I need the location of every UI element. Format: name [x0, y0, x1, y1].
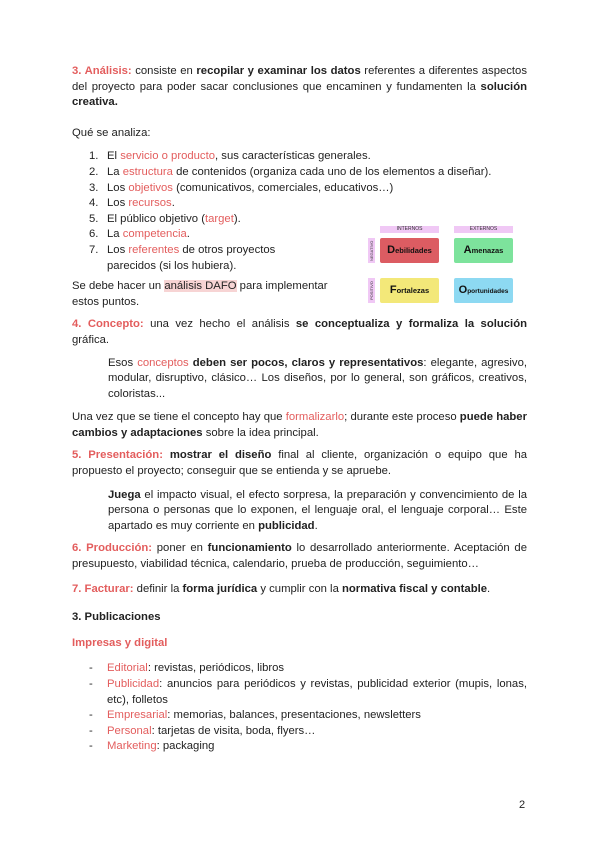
bold-text: forma jurídica: [182, 582, 258, 595]
list-bullet: -: [89, 678, 93, 690]
text-run: sobre la idea principal.: [202, 426, 319, 439]
text-run: Una vez que se tiene el concepto hay que: [72, 411, 286, 424]
text-run: , sus características generales.: [215, 150, 371, 163]
highlighted-term: Editorial: [107, 662, 148, 675]
highlighted-term: 7. Facturar:: [72, 582, 134, 595]
document-body: [72, 64, 527, 755]
list-text: [107, 213, 241, 225]
text-run: de contenidos (organiza cada uno de los elementos a diseñar).: [172, 165, 492, 178]
dafo-oportunidades-initial: O: [458, 284, 468, 296]
list-text: [107, 244, 275, 272]
list-item: [72, 708, 527, 724]
bold-text: deben ser pocos, claros y representativos: [192, 356, 424, 369]
text-run: el impacto visual, el efecto sorpresa, la preparación y convencimiento de la persona o personas que lo exponen, el lenguaje oral, el lenguaje corporal… Este apartado es muy corriente en: [108, 488, 527, 532]
highlighted-term: Marketing: [107, 740, 157, 753]
text-run: lo desarrollado anteriormente. Aceptación de presupuesto, viabilidad técnica, calendario, prueba de producción, seguimiento…: [72, 542, 527, 571]
paragraph-una-vez: [72, 410, 527, 441]
list-text: [107, 662, 284, 674]
list-bullet: -: [89, 662, 93, 675]
text-run: : anuncios para periódicos y revistas, publicidad exterior (mupis, lonas, etc), folletos: [107, 678, 527, 706]
dafo-oportunidades-rest: portunidades: [467, 288, 509, 295]
highlighted-term: Empresarial: [107, 709, 168, 722]
dafo-amenazas-initial: A: [463, 244, 472, 256]
text-run: : tarjetas de visita, boda, flyers…: [151, 724, 316, 737]
list-text: [107, 166, 491, 178]
paragraph-presentacion: [72, 448, 527, 479]
text-run: referentes a diferentes aspectos del proyecto para poder sacar conclusiones que encaminen y fundamenten la: [72, 65, 527, 93]
list-item: [72, 661, 527, 677]
text-run: de otros proyectos parecidos (si los hubiera).: [107, 243, 276, 272]
list-item: [72, 677, 527, 708]
list-bullet: -: [89, 724, 93, 737]
highlighted-term: 6. Producción:: [72, 542, 153, 555]
paragraph-conceptos: [108, 356, 527, 403]
bold-text: funcionamiento: [207, 542, 292, 555]
dafo-header-externos: EXTERNOS: [454, 226, 513, 233]
highlighted-term: target: [204, 212, 234, 225]
text-run: : memorias, balances, presentaciones, newsletters: [167, 709, 421, 722]
list-text: [107, 228, 190, 240]
list-bullet: -: [89, 709, 93, 722]
highlighted-term: 4. Concepto:: [72, 318, 144, 331]
text-run: Se debe hacer un: [72, 280, 165, 293]
text-run: La: [107, 228, 123, 241]
paragraph-produccion: [72, 541, 527, 572]
dafo-oportunidades: [454, 278, 513, 303]
text-run: Los: [107, 181, 129, 194]
highlighted-term: 3. Análisis:: [72, 65, 132, 77]
heading-publicaciones: 3. Publicaciones: [72, 611, 161, 624]
list-item: [72, 165, 527, 181]
bold-text: mostrar el diseño: [169, 449, 272, 462]
list-text: [107, 740, 214, 752]
text-run: Los: [107, 243, 129, 256]
highlighted-term: estructura: [122, 165, 173, 178]
text-run: : revistas, periódicos, libros: [147, 662, 285, 675]
dafo-debilidades-initial: D: [387, 244, 396, 256]
highlighted-term: competencia: [122, 228, 187, 241]
text-run: La: [107, 165, 123, 178]
text-run: .: [186, 228, 190, 241]
text-run: gráfica.: [72, 333, 110, 346]
list-item: [72, 243, 327, 274]
highlighted-term: Publicidad: [107, 678, 160, 690]
text-run: ).: [233, 212, 241, 225]
bold-text: solución creativa.: [72, 80, 527, 109]
list-text: [107, 678, 527, 706]
dafo-fortalezas-initial: F: [389, 284, 397, 296]
text-run: .: [314, 519, 318, 532]
paragraph-analisis: [72, 64, 527, 111]
text-run: consiste en: [131, 65, 197, 77]
dafo-amenazas-rest: menazas: [471, 246, 504, 255]
list-number: 3.: [89, 181, 99, 194]
dafo-fortalezas-rest: ortalezas: [396, 286, 430, 295]
list-text: [107, 182, 393, 194]
text-run: poner en: [152, 542, 208, 555]
list-item: [72, 739, 527, 755]
text-run: Los: [107, 197, 129, 210]
text-run: El: [107, 150, 121, 163]
publications-list: [72, 661, 527, 755]
text-run: Qué se analiza:: [72, 126, 151, 139]
text-run: El público objetivo (: [107, 212, 205, 225]
highlighted-term: referentes: [128, 243, 180, 256]
highlighted-term: objetivos: [128, 181, 173, 194]
paragraph-que-se-analiza: [72, 126, 527, 142]
highlighted-term: conceptos: [137, 356, 189, 369]
dafo-fortalezas: [380, 278, 439, 303]
list-number: 5.: [89, 212, 99, 225]
text-run: para implementar estos puntos.: [72, 280, 328, 308]
list-text: [107, 725, 315, 737]
paragraph-facturar: [72, 582, 527, 598]
text-run: Esos: [108, 356, 138, 369]
marked-text: análisis DAFO: [164, 280, 237, 293]
dafo-row-negativo: NEGATIVO: [368, 238, 375, 263]
text-run: [163, 449, 170, 461]
list-number: 1.: [89, 150, 99, 163]
paragraph-concepto: [72, 317, 527, 348]
dafo-debilidades: [380, 238, 439, 263]
dafo-debilidades-rest: ebilidades: [395, 246, 432, 255]
text-run: una vez hecho el análisis: [143, 318, 296, 331]
list-number: 6.: [89, 228, 99, 241]
list-text: [107, 150, 371, 162]
text-run: (comunicativos, comerciales, educativos…): [172, 181, 394, 194]
text-run: definir la: [133, 582, 183, 595]
highlighted-term: Personal: [107, 724, 152, 737]
list-bullet: -: [89, 740, 93, 753]
paragraph-dafo: [72, 279, 357, 310]
bold-text: publicidad: [258, 519, 315, 532]
dafo-diagram: [364, 226, 516, 308]
list-number: 7.: [89, 243, 99, 256]
text-run: : packaging: [156, 740, 215, 753]
text-run: y cumplir con la: [257, 582, 342, 595]
list-item: [72, 212, 527, 228]
heading-impresas-digital: Impresas y digital: [72, 636, 168, 649]
bold-text: Juega: [108, 488, 141, 501]
text-run: final al cliente, organización o equipo que ha propuesto el proyecto; conseguir que se entienda y se apruebe.: [72, 449, 528, 478]
bold-text: puede haber cambios y adaptaciones: [72, 411, 527, 439]
page-number: 2: [519, 799, 526, 811]
bold-text: recopilar y examinar los datos: [196, 65, 361, 77]
highlighted-term: recursos: [128, 197, 172, 210]
text-run: : elegante, agresivo, modular, disruptivo, clásico… Los diseños, por lo general, son gráficos, creativos, coloristas...: [108, 356, 527, 400]
list-number: 2.: [89, 165, 99, 178]
paragraph-juega: [108, 488, 527, 535]
list-item: [72, 724, 527, 740]
highlighted-term: 5. Presentación:: [72, 449, 163, 462]
highlighted-term: servicio o producto: [120, 150, 216, 163]
bold-text: se conceptualiza y formaliza la solución: [295, 318, 527, 331]
bold-text: normativa fiscal y contable: [342, 582, 488, 595]
dafo-amenazas: [454, 238, 513, 263]
list-item: [72, 181, 527, 197]
dafo-header-internos: INTERNOS: [380, 226, 439, 233]
list-text: [107, 197, 175, 209]
list-text: [107, 709, 421, 721]
text-run: .: [171, 197, 175, 210]
text-run: .: [487, 582, 491, 595]
dafo-row-positivo: POSITIVO: [368, 278, 375, 303]
text-run: ; durante este proceso: [344, 411, 460, 424]
list-number: 4.: [89, 197, 99, 210]
highlighted-term: formalizarlo: [285, 411, 345, 424]
list-item: [72, 149, 527, 165]
list-item: [72, 196, 527, 212]
